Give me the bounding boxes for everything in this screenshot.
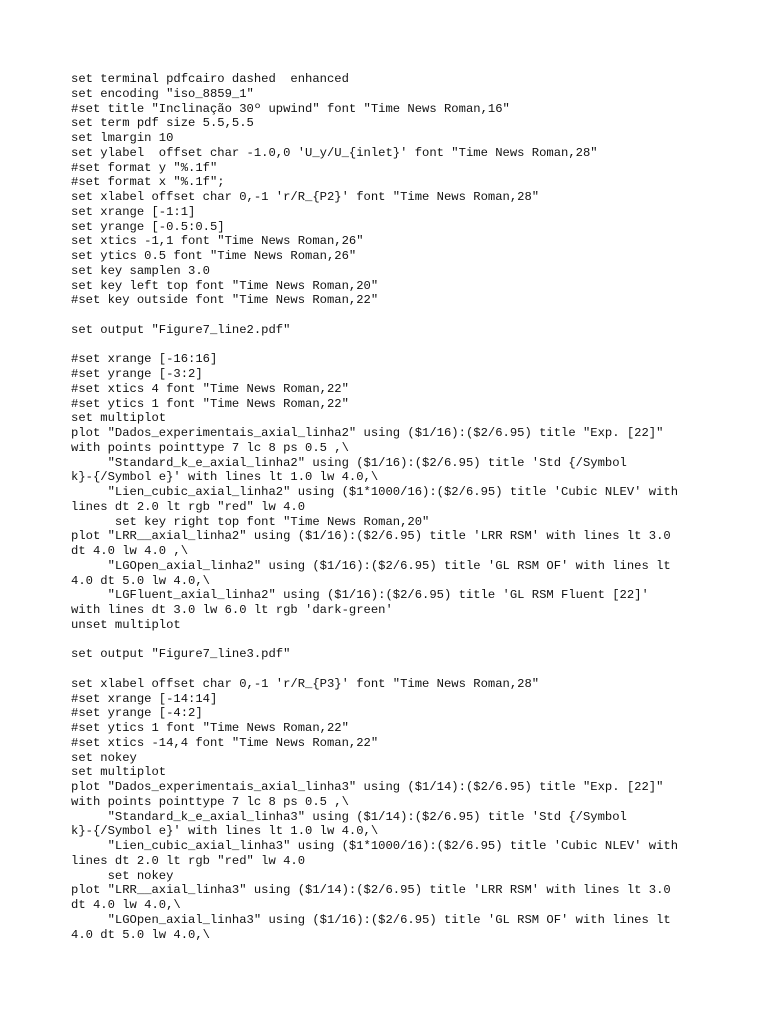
code-line: with points pointtype 7 lc 8 ps 0.5 ,\ (71, 794, 349, 809)
code-line: with lines dt 3.0 lw 6.0 lt rgb 'dark-green' (71, 603, 393, 617)
code-line: #set yrange [-4:2] (71, 706, 203, 721)
code-line (71, 662, 711, 677)
code-line: #set title "Inclinação 30º upwind" font "Time News Roman,16" (71, 101, 510, 116)
code-line: set encoding "iso_8859_1" (71, 86, 254, 101)
code-line: #set xrange [-16:16] (71, 352, 218, 367)
code-line: set lmargin 10 (71, 131, 174, 145)
code-line: #set format y "%.1f" (71, 160, 218, 175)
code-line: set xlabel offset char 0,-1 'r/R_{P2}' font "Time News Roman,28" (71, 190, 540, 204)
code-line: "LGOpen_axial_linha2" using ($1/16):($2/6.95) title 'GL RSM OF' with lines lt (71, 558, 671, 573)
code-line: unset multiplot (71, 617, 181, 632)
code-line: set output "Figure7_line2.pdf" (71, 322, 291, 337)
code-line: set term pdf size 5.5,5.5 (71, 116, 254, 131)
code-line: set multiplot (71, 765, 167, 780)
code-line: "Lien_cubic_axial_linha3" using ($1*1000/16):($2/6.95) title 'Cubic NLEV' with (71, 839, 679, 853)
code-line: 4.0 dt 5.0 lw 4.0,\ (71, 927, 210, 942)
code-line: set xtics -1,1 font "Time News Roman,26" (71, 234, 364, 249)
code-line: set key left top font "Time News Roman,20" (71, 278, 379, 293)
code-line: set terminal pdfcairo dashed enhanced (71, 72, 349, 86)
code-line: k}-{/Symbol e}' with lines lt 1.0 lw 4.0,\ (71, 824, 379, 839)
code-line: "Standard_k_e_axial_linha2" using ($1/16):($2/6.95) title 'Std {/Symbol (71, 455, 627, 470)
code-line: k}-{/Symbol e}' with lines lt 1.0 lw 4.0,\ (71, 470, 379, 485)
code-line: lines dt 2.0 lt rgb "red" lw 4.0 (71, 853, 306, 868)
code-line: set ytics 0.5 font "Time News Roman,26" (71, 249, 357, 263)
gnuplot-script-text (71, 72, 711, 942)
code-line: set key right top font "Time News Roman,20" (71, 514, 430, 529)
code-line: #set key outside font "Time News Roman,22" (71, 293, 379, 308)
code-line: set nokey (71, 750, 137, 765)
code-line: set xrange [-1:1] (71, 204, 196, 219)
code-line: #set format x "%.1f"; (71, 175, 225, 190)
code-line (71, 633, 711, 648)
code-line: #set ytics 1 font "Time News Roman,22" (71, 721, 349, 735)
code-line: dt 4.0 lw 4.0 ,\ (71, 544, 189, 558)
code-line: set xlabel offset char 0,-1 'r/R_{P3}' font "Time News Roman,28" (71, 676, 540, 691)
code-line: set ylabel offset char -1.0,0 'U_y/U_{inlet}' font "Time News Roman,28" (71, 145, 598, 160)
code-line: #set xtics -14,4 font "Time News Roman,22" (71, 735, 379, 750)
code-line: 4.0 dt 5.0 lw 4.0,\ (71, 573, 210, 588)
code-line: set key samplen 3.0 (71, 263, 210, 278)
code-line: #set xrange [-14:14] (71, 691, 218, 706)
code-line: plot "Dados_experimentais_axial_linha3" using ($1/14):($2/6.95) title "Exp. [22]" (71, 780, 664, 794)
code-line: lines dt 2.0 lt rgb "red" lw 4.0 (71, 499, 306, 514)
code-line (71, 308, 711, 323)
code-line (71, 338, 711, 353)
code-line: #set yrange [-3:2] (71, 367, 203, 381)
code-line: "LGFluent_axial_linha2" using ($1/16):($2/6.95) title 'GL RSM Fluent [22]' (71, 588, 649, 603)
code-line: plot "LRR__axial_linha3" using ($1/14):($2/6.95) title 'LRR RSM' with lines lt 3.0 (71, 883, 671, 898)
code-line: #set xtics 4 font "Time News Roman,22" (71, 381, 349, 396)
code-line: set multiplot (71, 411, 167, 426)
code-line: set nokey (71, 868, 174, 883)
code-line: plot "LRR__axial_linha2" using ($1/16):($2/6.95) title 'LRR RSM' with lines lt 3.0 (71, 529, 671, 544)
code-line: dt 4.0 lw 4.0,\ (71, 898, 181, 912)
code-line: set yrange [-0.5:0.5] (71, 219, 225, 234)
code-line: "Lien_cubic_axial_linha2" using ($1*1000/16):($2/6.95) title 'Cubic NLEV' with (71, 485, 679, 499)
code-line: set output "Figure7_line3.pdf" (71, 647, 291, 662)
code-line: "LGOpen_axial_linha3" using ($1/16):($2/6.95) title 'GL RSM OF' with lines lt (71, 912, 671, 927)
code-line: "Standard_k_e_axial_linha3" using ($1/14):($2/6.95) title 'Std {/Symbol (71, 809, 627, 824)
code-line: with points pointtype 7 lc 8 ps 0.5 ,\ (71, 440, 349, 455)
code-line: #set ytics 1 font "Time News Roman,22" (71, 396, 349, 411)
code-line: plot "Dados_experimentais_axial_linha2" using ($1/16):($2/6.95) title "Exp. [22]" (71, 426, 664, 440)
